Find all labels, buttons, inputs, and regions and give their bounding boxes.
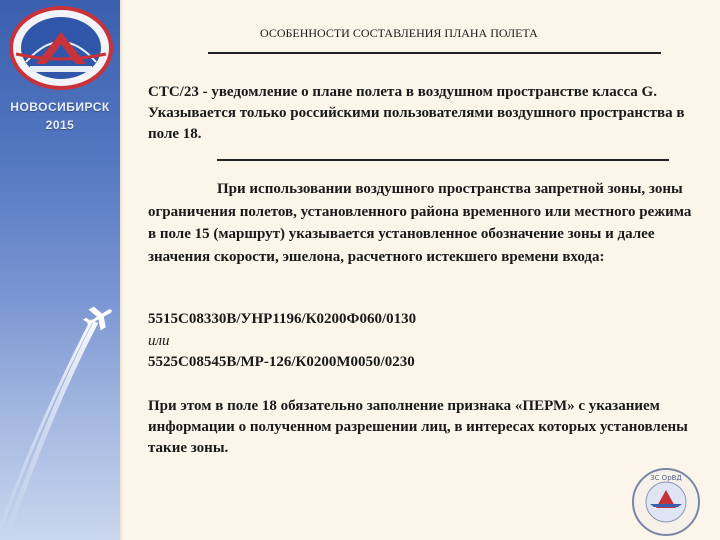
sidebar <box>0 0 120 540</box>
section-divider <box>217 159 669 161</box>
sidebar-divider <box>120 0 123 540</box>
gos-korporatsiya-emblem-icon <box>6 4 116 94</box>
zs-orvd-seal-icon <box>628 466 704 538</box>
city-year: 2015 <box>45 118 75 132</box>
route-example-2: 5525С08545В/МР-126/К0200М0050/0230 <box>148 354 415 370</box>
or-separator: или <box>148 333 170 349</box>
slide-content <box>140 0 710 540</box>
airplane-icon <box>0 300 120 540</box>
route-example-1: 5515С08330В/УНР1196/К0200Ф060/0130 <box>148 311 417 327</box>
title-underline <box>208 52 661 54</box>
svg-text:ЗС ОрВД: ЗС ОрВД <box>650 474 682 482</box>
paragraph-cts23: СТС/23 - уведомление о плане полета в воздушном пространстве класса G. Указывается только российскими пользователями воздушного пространства в поле 18. <box>148 84 685 142</box>
paragraph-restricted-zones <box>148 178 700 268</box>
paragraph-perm: При этом в поле 18 обязательно заполнение признака «ПЕРМ» с указанием информации о полученном разрешении лиц, в интересах которых установлены такие зоны. <box>148 398 688 456</box>
city-name: НОВОСИБИРСК <box>10 100 110 114</box>
slide-title: ОСОБЕННОСТИ СОСТАВЛЕНИЯ ПЛАНА ПОЛЕТА <box>260 26 538 40</box>
paragraph-restricted-zones-text: При использовании воздушного пространства запретной зоны, зоны ограничения полетов, установленного района временного или местного режима в поле 15 (маршрут) указывается установленное обозначение зоны и далее значения скорости, эшелона, расчетного истекшего времени входа: <box>148 181 692 265</box>
